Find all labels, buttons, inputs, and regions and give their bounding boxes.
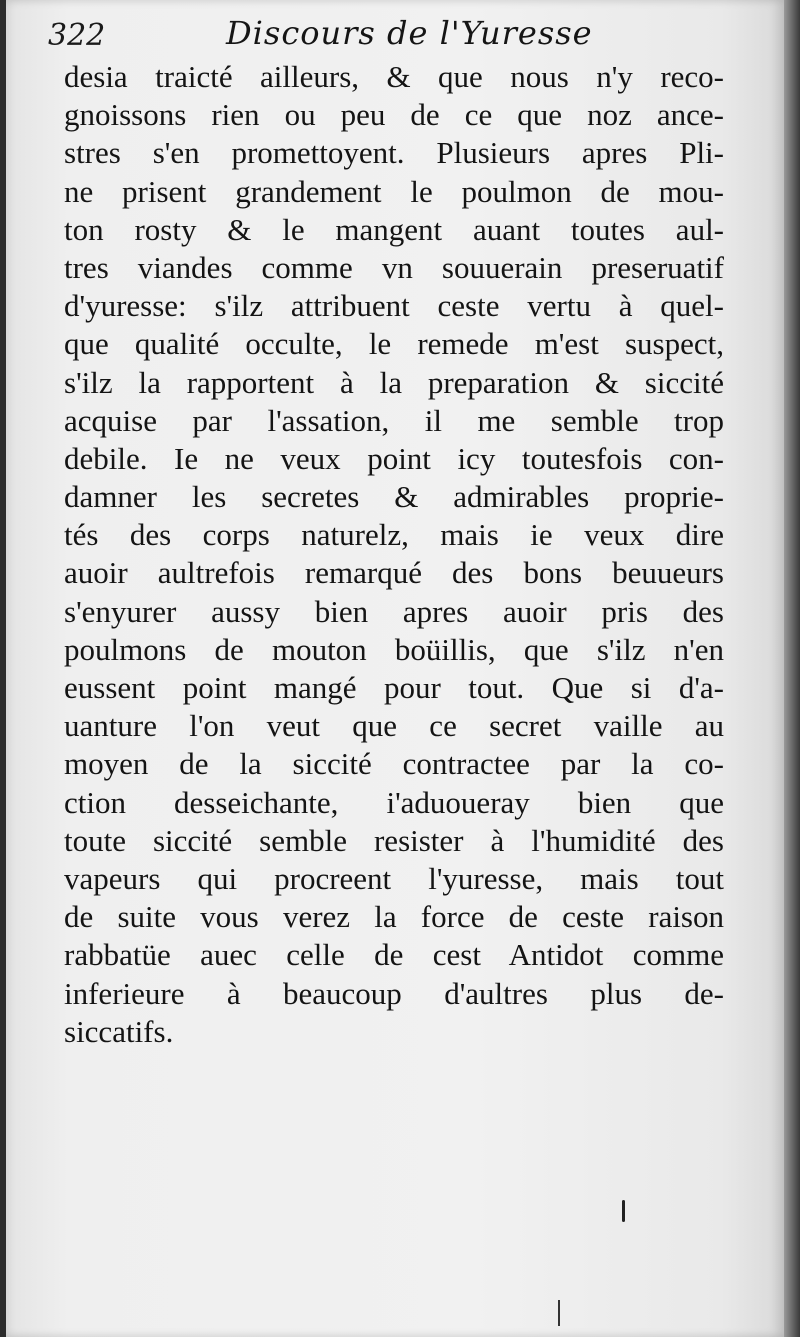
text-line: desia traicté ailleurs, & que nous n'y reco- <box>64 59 724 94</box>
page-number: 322 <box>48 18 106 53</box>
text-line: inferieure à beaucoup d'aultres plus de- <box>64 975 724 1011</box>
text-line: s'ilz la rapportent à la preparation & siccité <box>64 364 724 400</box>
running-title: Discours de l'Yuresse <box>226 14 593 52</box>
text-line: de suite vous verez la force de ceste raison <box>64 899 724 935</box>
text-line: debile. Ie ne veux point icy toutesfois con- <box>64 440 724 476</box>
text-line: damner les secretes & admirables proprie- <box>64 479 724 515</box>
text-line: stres s'en promettoyent. Plusieurs apres Pli- <box>64 135 724 171</box>
page-edge <box>784 0 800 1337</box>
text-line: s'enyurer aussy bien apres auoir pris des <box>64 593 724 629</box>
page-header <box>46 12 766 56</box>
text-line: ne prisent grandement le poulmon de mou- <box>64 173 724 209</box>
text-line: que qualité occulte, le remede m'est suspect, <box>64 326 724 362</box>
text-line: toute siccité semble resister à l'humidité des <box>64 822 724 858</box>
ink-mark <box>558 1300 560 1326</box>
ink-mark <box>622 1200 625 1222</box>
text-line: eussent point mangé pour tout. Que si d'a- <box>64 670 724 705</box>
text-line: ction desseichante, i'aduoueray bien que <box>64 784 724 820</box>
text-line: siccatifs. <box>64 1013 174 1049</box>
show-through-bleed <box>64 1010 724 1314</box>
text-line: rabbatüe auec celle de cest Antidot comme <box>64 937 724 973</box>
text-line: gnoissons rien ou peu de ce que noz ance- <box>64 97 724 133</box>
text-line: tres viandes comme vn souuerain preseruatif <box>64 249 724 285</box>
text-line: vapeurs qui procreent l'yuresse, mais tout <box>64 860 724 896</box>
text-line: uanture l'on veut que ce secret vaille au <box>64 708 724 744</box>
text-line: ton rosty & le mangent auant toutes aul- <box>64 211 724 247</box>
text-line: poulmons de mouton boüillis, que s'ilz n'en <box>64 631 724 667</box>
book-page <box>6 0 784 1337</box>
body-text <box>64 58 724 1051</box>
text-line: auoir aultrefois remarqué des bons beuueurs <box>64 555 724 591</box>
text-line: d'yuresse: s'ilz attribuent ceste vertu à quel- <box>64 288 724 324</box>
text-line: tés des corps naturelz, mais ie veux dire <box>64 517 724 553</box>
text-line: acquise par l'assation, il me semble trop <box>64 402 724 438</box>
text-line: moyen de la siccité contractee par la co- <box>64 746 724 782</box>
